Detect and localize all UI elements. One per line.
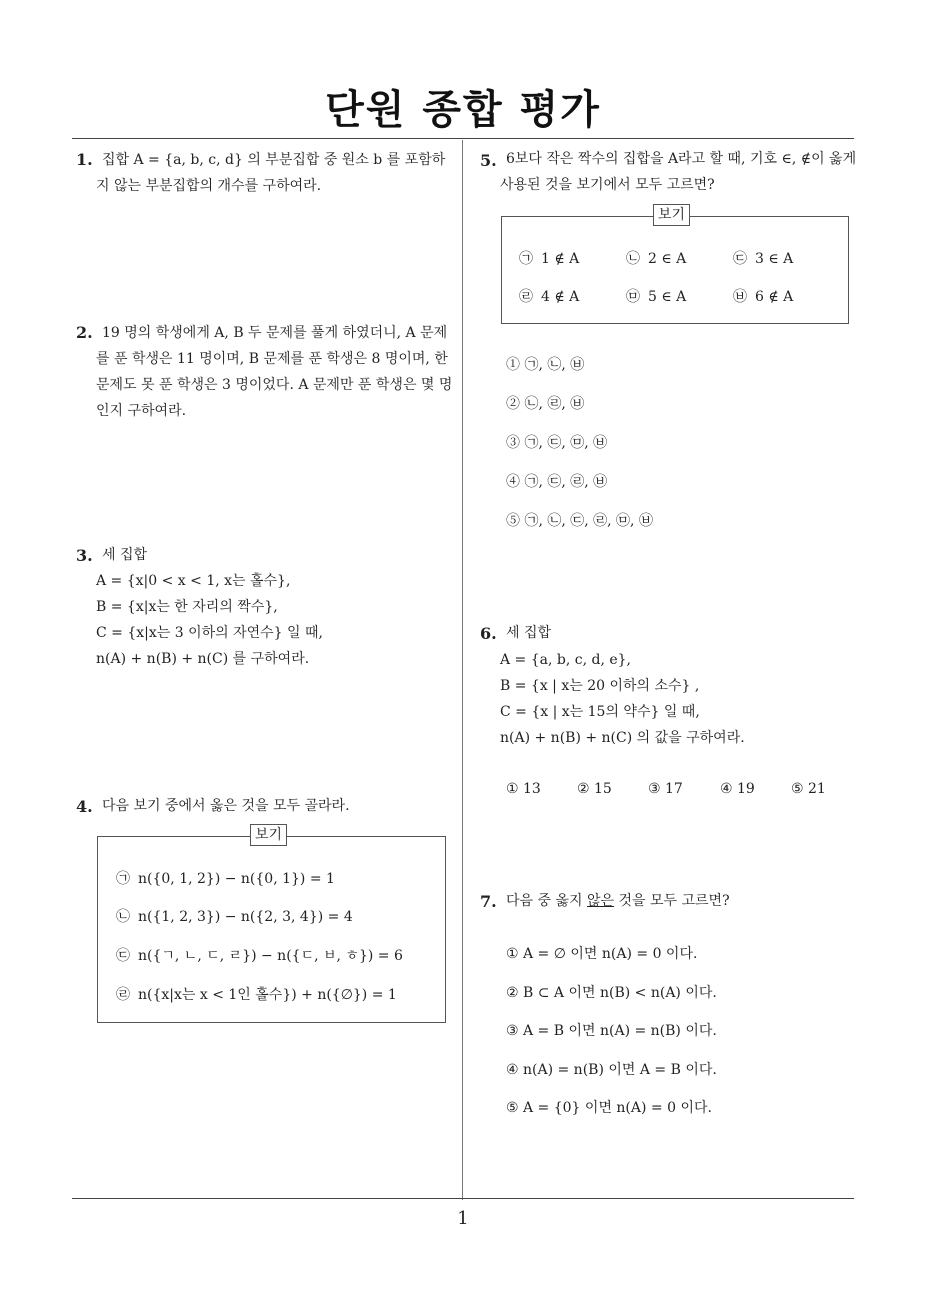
set-definition: C = {x | x는 15의 약수} 일 때,: [500, 704, 700, 720]
question-number: 5.: [480, 151, 497, 170]
bogi-item: [626, 249, 686, 269]
answer-option-1[interactable]: ① ㉠, ㉡, ㉥: [506, 357, 585, 373]
bogi-item: [116, 985, 397, 1005]
item-text: n({ㄱ, ㄴ, ㄷ, ㄹ}) − n({ㄷ, ㅂ, ㅎ}) = 6: [138, 948, 403, 964]
column-divider: [462, 140, 463, 1200]
question-text: 세 집합: [506, 625, 552, 641]
question-text: [506, 891, 730, 911]
item-marker: ㉥: [733, 289, 747, 305]
bogi-item: [519, 287, 579, 307]
item-marker: ㉤: [626, 289, 640, 305]
page-title: 단원 종합 평가: [325, 87, 601, 133]
answer-option-2[interactable]: ② 15: [577, 781, 612, 797]
item-text: 2 ∈ A: [648, 251, 687, 267]
bogi-label: 보기: [653, 204, 690, 226]
page-number: 1: [457, 1208, 469, 1229]
answer-option-4[interactable]: ④ n(A) = n(B) 이면 A = B 이다.: [506, 1062, 717, 1078]
answer-option-3[interactable]: ③ ㉠, ㉢, ㉤, ㉥: [506, 435, 608, 451]
bogi-box: [501, 216, 849, 324]
item-text: 6 ∉ A: [755, 289, 794, 305]
top-rule: [72, 138, 854, 139]
answer-option-2[interactable]: ② ㉡, ㉣, ㉥: [506, 396, 585, 412]
underlined-word: 않은: [586, 893, 615, 909]
item-text: 4 ∉ A: [541, 289, 580, 305]
question-number: 1.: [76, 150, 93, 169]
bogi-item: [116, 907, 353, 927]
answer-option-1[interactable]: ① A = ∅ 이면 n(A) = 0 이다.: [506, 946, 698, 962]
answer-option-5[interactable]: ⑤ 21: [791, 781, 826, 797]
answer-option-5[interactable]: ⑤ ㉠, ㉡, ㉢, ㉣, ㉤, ㉥: [506, 513, 653, 529]
question-text-end: 것을 모두 고르면?: [614, 893, 730, 909]
item-marker: ㉡: [626, 251, 640, 267]
answer-option-3[interactable]: ③ 17: [648, 781, 683, 797]
item-text: n({x|x는 x < 1인 홀수}) + n({∅}) = 1: [138, 987, 397, 1003]
question-number: 7.: [480, 892, 497, 911]
answer-option-1[interactable]: ① 13: [506, 781, 541, 797]
bogi-item: [733, 287, 793, 307]
question-text: 집합 A = {a, b, c, d} 의 부분집합 중 원소 b 를 포함하지 않는 부분집합의 개수를 구하여라.: [96, 152, 446, 194]
answer-option-4[interactable]: ④ 19: [720, 781, 755, 797]
bottom-rule: [72, 1198, 854, 1199]
item-marker: ㉣: [519, 289, 533, 305]
answer-option-5[interactable]: ⑤ A = {0} 이면 n(A) = 0 이다.: [506, 1100, 712, 1116]
bogi-item: [116, 869, 335, 889]
bogi-item: [626, 287, 686, 307]
set-definition: B = {x | x는 20 이하의 소수} ,: [500, 678, 700, 694]
question-number: 3.: [76, 546, 93, 565]
question-text: 다음 보기 중에서 옳은 것을 모두 골라라.: [102, 798, 350, 814]
question-prompt: n(A) + n(B) + n(C) 의 값을 구하여라.: [500, 730, 745, 746]
question-number: 4.: [76, 797, 93, 816]
set-definition: A = {a, b, c, d, e},: [500, 652, 632, 668]
set-definition: C = {x|x는 3 이하의 자연수} 일 때,: [96, 625, 323, 641]
question-text: 세 집합: [102, 547, 148, 563]
item-marker: ㉢: [116, 948, 130, 964]
question-text: 19 명의 학생에게 A, B 두 문제를 풀게 하였더니, A 문제를 푼 학생은 11 명이며, B 문제를 푼 학생은 8 명이며, 한 문제도 못 푼 학생은 3 명이었다. A 문제만 푼 학생은 몇 명인지 구하여라.: [96, 325, 453, 419]
question-text: 6보다 작은 짝수의 집합을 A라고 할 때, 기호 ∈, ∉이 옳게 사용된 것을 보기에서 모두 고르면?: [500, 151, 857, 193]
answer-option-4[interactable]: ④ ㉠, ㉢, ㉣, ㉥: [506, 474, 608, 490]
item-marker: ㉠: [116, 871, 130, 887]
question-text-start: 다음 중 옳지: [506, 893, 587, 909]
bogi-item: [116, 946, 403, 966]
item-text: 3 ∈ A: [755, 251, 794, 267]
item-text: n({1, 2, 3}) − n({2, 3, 4}) = 4: [138, 909, 353, 925]
item-marker: ㉠: [519, 251, 533, 267]
bogi-label: 보기: [250, 824, 287, 846]
set-definition: B = {x|x는 한 자리의 짝수},: [96, 599, 278, 615]
question-number: 6.: [480, 624, 497, 643]
item-marker: ㉡: [116, 909, 130, 925]
question-prompt: n(A) + n(B) + n(C) 를 구하여라.: [96, 651, 310, 667]
bogi-item: [733, 249, 793, 269]
item-text: 1 ∉ A: [541, 251, 580, 267]
set-definition: A = {x|0 < x < 1, x는 홀수},: [96, 573, 291, 589]
item-text: n({0, 1, 2}) − n({0, 1}) = 1: [138, 871, 335, 887]
item-text: 5 ∈ A: [648, 289, 687, 305]
question-number: 2.: [76, 323, 93, 342]
item-marker: ㉢: [733, 251, 747, 267]
answer-option-2[interactable]: ② B ⊂ A 이면 n(B) < n(A) 이다.: [506, 985, 717, 1001]
answer-option-3[interactable]: ③ A = B 이면 n(A) = n(B) 이다.: [506, 1023, 717, 1039]
bogi-item: [519, 249, 579, 269]
item-marker: ㉣: [116, 987, 130, 1003]
